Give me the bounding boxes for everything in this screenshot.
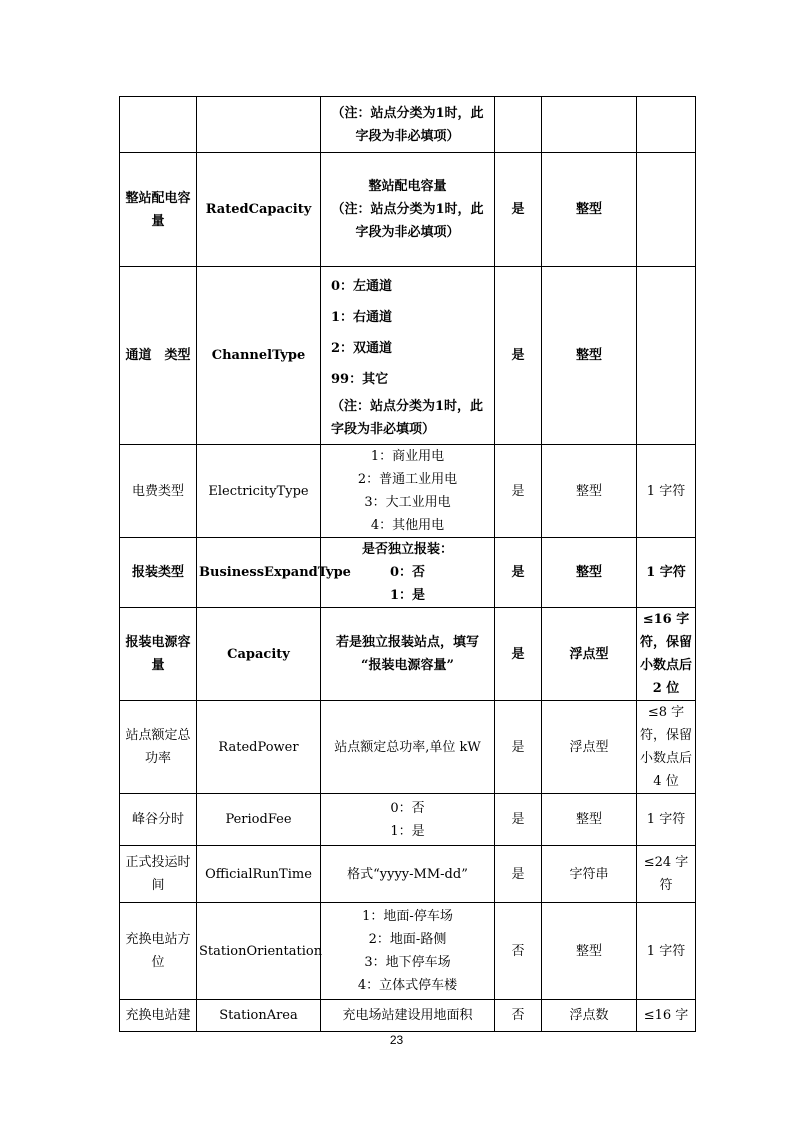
cell-required: 是 bbox=[495, 701, 542, 794]
cell-type: 浮点型 bbox=[542, 608, 637, 701]
cell-required: 是 bbox=[495, 267, 542, 445]
cell-type bbox=[542, 97, 637, 153]
cell-desc bbox=[321, 794, 495, 846]
desc-line: （注：站点分类为1时，此 bbox=[331, 105, 484, 121]
cell-field: Capacity bbox=[197, 608, 321, 701]
cell-length bbox=[637, 267, 696, 445]
cell-required: 是 bbox=[495, 445, 542, 538]
cell-name: 站点额定总功率 bbox=[120, 701, 197, 794]
cell-type: 字符串 bbox=[542, 846, 637, 903]
cell-desc bbox=[321, 701, 495, 794]
cell-type: 整型 bbox=[542, 903, 637, 1000]
cell-required: 是 bbox=[495, 846, 542, 903]
cell-required: 是 bbox=[495, 538, 542, 608]
cell-name: 整站配电容量 bbox=[120, 153, 197, 267]
desc-line: （注：站点分类为1时，此 bbox=[331, 398, 484, 414]
cell-required: 否 bbox=[495, 903, 542, 1000]
desc-line: 整站配电容量 bbox=[368, 179, 447, 194]
page-number: 23 bbox=[389, 1033, 404, 1047]
cell-desc bbox=[321, 1000, 495, 1032]
cell-length bbox=[637, 97, 696, 153]
cell-type: 整型 bbox=[542, 267, 637, 445]
cell-length: 1 字符 bbox=[637, 903, 696, 1000]
table-row bbox=[120, 701, 696, 794]
cell-name: 充换电站建 bbox=[120, 1000, 197, 1032]
desc-line: “报装电源容量” bbox=[361, 658, 454, 673]
table-row bbox=[120, 538, 696, 608]
cell-field: BusinessExpandType bbox=[197, 538, 321, 608]
desc-line: 0：否 bbox=[390, 800, 425, 816]
cell-desc bbox=[321, 445, 495, 538]
cell-field: RatedCapacity bbox=[197, 153, 321, 267]
table-row bbox=[120, 267, 696, 445]
desc-line: 充电场站建设用地面积 bbox=[342, 1008, 473, 1023]
table-row bbox=[120, 794, 696, 846]
table-row bbox=[120, 1000, 696, 1032]
field-spec-table bbox=[119, 96, 696, 1032]
table-row bbox=[120, 445, 696, 538]
cell-length: 1 字符 bbox=[637, 794, 696, 846]
cell-required: 是 bbox=[495, 153, 542, 267]
table-row bbox=[120, 903, 696, 1000]
cell-length: ≤24 字符 bbox=[637, 846, 696, 903]
cell-desc bbox=[321, 903, 495, 1000]
cell-name: 充换电站方位 bbox=[120, 903, 197, 1000]
cell-field: ElectricityType bbox=[197, 445, 321, 538]
cell-desc bbox=[321, 608, 495, 701]
desc-line: 0：否 bbox=[389, 565, 426, 580]
cell-name: 通道 类型 bbox=[120, 267, 197, 445]
desc-line: 字段为非必填项） bbox=[355, 225, 460, 240]
desc-line: 字段为非必填项） bbox=[331, 421, 436, 437]
cell-length: ≤8 字符，保留小数点后 4 位 bbox=[637, 701, 696, 794]
desc-line: 3：大工业用电 bbox=[364, 495, 451, 510]
cell-type: 浮点数 bbox=[542, 1000, 637, 1032]
desc-line: （注：站点分类为1时，此 bbox=[331, 202, 484, 217]
desc-line: 格式“yyyy-MM-dd” bbox=[347, 866, 468, 882]
desc-line: 站点额定总功率,单位 kW bbox=[334, 739, 481, 755]
cell-length: 1 字符 bbox=[637, 538, 696, 608]
cell-length: 1 字符 bbox=[637, 445, 696, 538]
cell-field: RatedPower bbox=[197, 701, 321, 794]
cell-type: 整型 bbox=[542, 445, 637, 538]
desc-line: 2：双通道 bbox=[331, 340, 393, 356]
desc-line: 1：是 bbox=[390, 823, 425, 839]
desc-line: 1：是 bbox=[389, 588, 426, 603]
table-row bbox=[120, 608, 696, 701]
cell-field bbox=[197, 97, 321, 153]
desc-line: 1：地面-停车场 bbox=[362, 909, 453, 924]
desc-line: 是否独立报装： bbox=[361, 542, 453, 557]
cell-required: 否 bbox=[495, 1000, 542, 1032]
cell-desc bbox=[321, 97, 495, 153]
cell-name: 报装类型 bbox=[120, 538, 197, 608]
desc-line: 0：左通道 bbox=[331, 278, 393, 294]
table-row bbox=[120, 846, 696, 903]
desc-line: 2：普通工业用电 bbox=[357, 472, 458, 487]
cell-required: 是 bbox=[495, 608, 542, 701]
cell-type: 整型 bbox=[542, 153, 637, 267]
cell-length: ≤16 字 bbox=[637, 1000, 696, 1032]
cell-type: 整型 bbox=[542, 794, 637, 846]
cell-field: StationOrientation bbox=[197, 903, 321, 1000]
cell-desc bbox=[321, 846, 495, 903]
cell-field: ChannelType bbox=[197, 267, 321, 445]
cell-name: 报装电源容量 bbox=[120, 608, 197, 701]
cell-desc bbox=[321, 153, 495, 267]
desc-line: 4：立体式停车楼 bbox=[357, 978, 458, 993]
desc-line: 1：右通道 bbox=[331, 309, 393, 325]
cell-required bbox=[495, 97, 542, 153]
cell-length: ≤16 字符，保留小数点后 2 位 bbox=[637, 608, 696, 701]
cell-type: 浮点型 bbox=[542, 701, 637, 794]
desc-line: 若是独立报装站点，填写 bbox=[335, 635, 479, 650]
desc-line: 99：其它 bbox=[331, 371, 389, 387]
desc-line: 字段为非必填项） bbox=[355, 128, 460, 144]
desc-line: 1：商业用电 bbox=[370, 449, 445, 464]
cell-name: 电费类型 bbox=[120, 445, 197, 538]
cell-field: StationArea bbox=[197, 1000, 321, 1032]
cell-name: 峰谷分时 bbox=[120, 794, 197, 846]
cell-field: PeriodFee bbox=[197, 794, 321, 846]
desc-line: 4：其他用电 bbox=[370, 518, 445, 533]
cell-length bbox=[637, 153, 696, 267]
desc-line: 2：地面-路侧 bbox=[368, 932, 447, 947]
cell-desc bbox=[321, 267, 495, 445]
cell-name bbox=[120, 97, 197, 153]
table-row bbox=[120, 153, 696, 267]
desc-line: 3：地下停车场 bbox=[364, 955, 451, 970]
cell-name: 正式投运时间 bbox=[120, 846, 197, 903]
table-row bbox=[120, 97, 696, 153]
cell-field: OfficialRunTime bbox=[197, 846, 321, 903]
cell-type: 整型 bbox=[542, 538, 637, 608]
cell-required: 是 bbox=[495, 794, 542, 846]
